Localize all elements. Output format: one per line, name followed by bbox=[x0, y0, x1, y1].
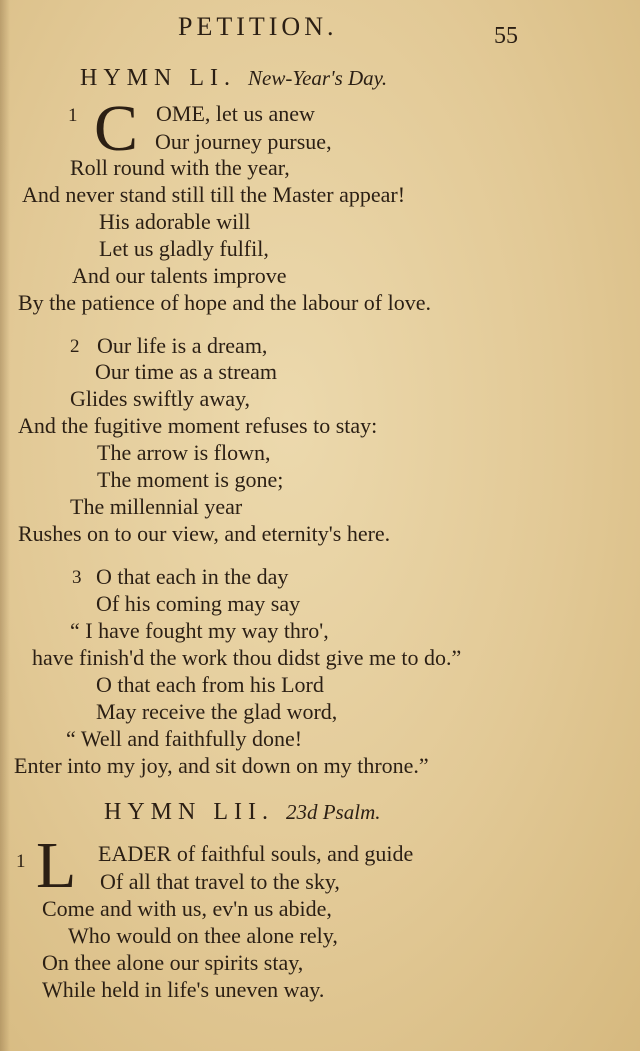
hymn-line: Our time as a stream bbox=[95, 359, 278, 384]
hymn-line: And never stand still till the Master appear! bbox=[22, 182, 406, 207]
running-title: PETITION. bbox=[178, 12, 338, 41]
hymn-line: Let us gladly fulfil, bbox=[99, 236, 269, 261]
hymn-line: O that each in the day bbox=[96, 564, 289, 589]
hymn-line: Of all that travel to the sky, bbox=[100, 869, 340, 894]
hymn-line: The moment is gone; bbox=[97, 467, 284, 492]
hymn-line: His adorable will bbox=[99, 209, 251, 234]
hymn-52-title bbox=[104, 800, 380, 824]
hymn-line: Roll round with the year, bbox=[70, 155, 290, 180]
hymn-51-occasion: New-Year's Day. bbox=[248, 66, 388, 90]
hymn-line: And the fugitive moment refuses to stay: bbox=[18, 413, 378, 438]
verse-number: 1 bbox=[68, 105, 78, 126]
hymn-52-occasion: 23d Psalm. bbox=[285, 800, 381, 824]
hymn-line: While held in life's uneven way. bbox=[42, 977, 325, 1002]
verse-number: 2 bbox=[70, 336, 80, 357]
page-gutter-shadow bbox=[0, 0, 10, 1051]
verse-number: 1 bbox=[16, 851, 26, 872]
hymn-line: On thee alone our spirits stay, bbox=[42, 950, 304, 975]
hymn-line: May receive the glad word, bbox=[96, 699, 338, 724]
hymn-51-number: HYMN LI. bbox=[80, 65, 236, 91]
hymn-line: And our talents improve bbox=[72, 263, 287, 288]
hymn-line: have finish'd the work thou didst give me to do.” bbox=[32, 645, 462, 670]
hymn-line: By the patience of hope and the labour of love. bbox=[18, 290, 431, 315]
drop-cap: C bbox=[94, 92, 139, 165]
hymn-line: The millennial year bbox=[70, 494, 243, 519]
page-number: 55 bbox=[494, 23, 518, 49]
hymn-line: Enter into my joy, and sit down on my throne.” bbox=[14, 753, 429, 778]
hymn-51-title bbox=[80, 66, 387, 90]
hymn-52-number: HYMN LII. bbox=[104, 799, 274, 825]
hymn-line: The arrow is flown, bbox=[97, 440, 271, 465]
drop-cap: L bbox=[36, 829, 77, 902]
hymn-line: EADER of faithful souls, and guide bbox=[98, 841, 414, 866]
hymn-line: “ I have fought my way thro', bbox=[70, 618, 329, 643]
hymn-line: O that each from his Lord bbox=[96, 672, 324, 697]
hymn-line: “ Well and faithfully done! bbox=[66, 726, 303, 751]
hymn-line: Our journey pursue, bbox=[155, 129, 332, 154]
verse-number: 3 bbox=[72, 567, 82, 588]
hymn-line: Glides swiftly away, bbox=[70, 386, 251, 411]
hymn-line: OME, let us anew bbox=[156, 101, 315, 126]
hymn-line: Rushes on to our view, and eternity's here. bbox=[18, 521, 391, 546]
hymn-line: Come and with us, ev'n us abide, bbox=[42, 896, 332, 921]
hymn-line: Of his coming may say bbox=[96, 591, 301, 616]
hymn-line: Our life is a dream, bbox=[97, 333, 268, 358]
hymn-line: Who would on thee alone rely, bbox=[68, 923, 338, 948]
